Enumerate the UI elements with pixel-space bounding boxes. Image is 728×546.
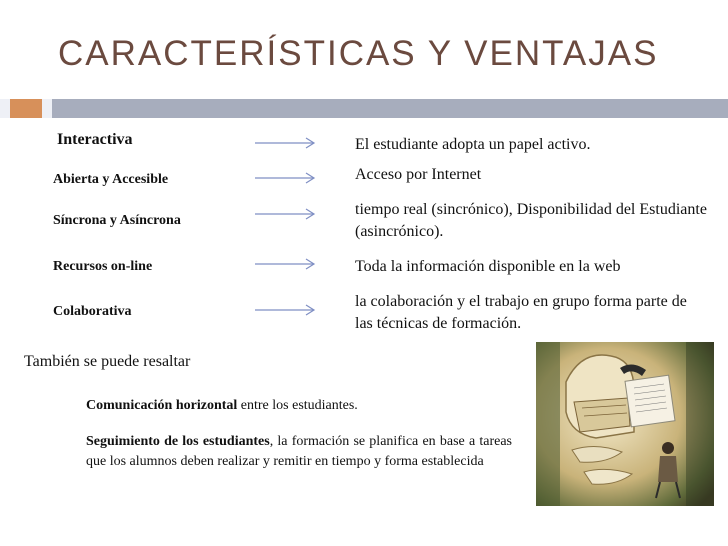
point-text: entre los estudiantes. [237, 398, 358, 413]
feature-desc-interactiva: El estudiante adopta un papel activo. [355, 136, 591, 153]
point-text: , la formación se planifica en base a tareas que los alumnos deben realizar y remitir en tiempo y forma establecida [86, 434, 513, 469]
arrow-icon [255, 137, 317, 149]
also-heading: También se puede resaltar [24, 353, 191, 370]
divider-accent-orange [10, 99, 42, 118]
feature-desc-colaborativa: la colaboración y el trabajo en grupo forma parte de las técnicas de formación. [355, 293, 687, 332]
slide-title: CARACTERÍSTICAS Y VENTAJAS [58, 34, 659, 73]
feature-desc-sincrona: tiempo real (sincrónico), Disponibilidad del Estudiante (asincrónico). [355, 201, 707, 240]
feature-desc-abierta: Acceso por Internet [355, 166, 482, 183]
arrow-icon [255, 172, 317, 184]
arrow-icon [255, 258, 317, 270]
feature-desc-recursos: Toda la información disponible en la web [355, 258, 621, 275]
feature-label-recursos: Recursos on-line [53, 259, 153, 274]
point-communication [86, 396, 512, 416]
arrow-icon [255, 208, 317, 220]
divider-accent-slate [52, 99, 728, 118]
feature-label-sincrona: Síncrona y Asíncrona [53, 213, 181, 228]
feature-label-colaborativa: Colaborativa [53, 304, 132, 319]
arrow-icon [255, 304, 317, 316]
point-tracking [86, 432, 512, 472]
feature-label-interactiva: Interactiva [57, 131, 133, 148]
point-title: Seguimiento de los estudiantes [86, 434, 270, 449]
point-title: Comunicación horizontal [86, 398, 238, 413]
piano-illustration [536, 342, 714, 506]
feature-label-abierta: Abierta y Accesible [53, 172, 169, 187]
